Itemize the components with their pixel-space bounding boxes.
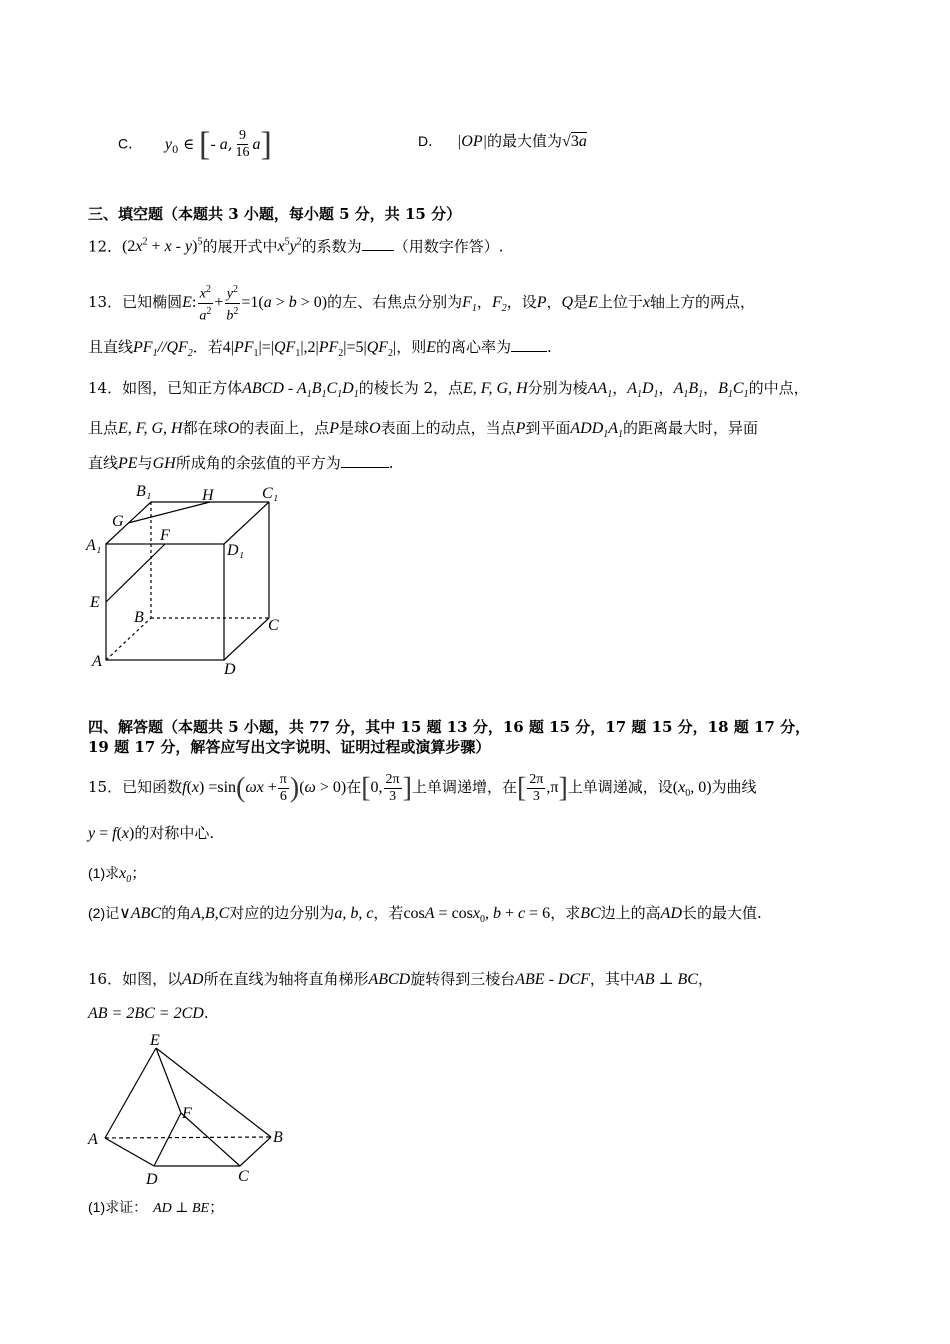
q13-e: E <box>588 293 598 311</box>
q13-l2-text1: 且直线 <box>88 338 134 356</box>
q15-p2-label: (2)记 <box>88 905 120 921</box>
q14-l2-text5: 表面上的动点，当点 <box>380 419 516 437</box>
q14-line2 <box>88 417 758 446</box>
q16-text1: 如图，以 <box>122 970 183 988</box>
q15-p2-text6: 长的最大值. <box>682 904 762 922</box>
q15-p1-end: ； <box>131 864 147 882</box>
cube-figure <box>84 480 294 680</box>
q12-num: 12． <box>88 237 123 256</box>
label-f: F <box>182 1105 192 1122</box>
frustum-figure <box>84 1028 294 1193</box>
q14-points: E, F, G, H <box>463 380 528 397</box>
label-e: E <box>150 1032 160 1049</box>
q14-l2-o2: O <box>369 420 381 437</box>
label-c1: C₁ <box>262 485 279 502</box>
q16-text2: 所在直线为轴将直角梯形 <box>203 970 369 988</box>
symmetry-point: ($x_0$, 0) <box>672 779 712 800</box>
q14-l2-text3: 的表面上，点 <box>239 419 330 437</box>
q16-line1 <box>88 968 713 991</box>
q14-sep3: ， <box>703 379 719 397</box>
edge-b1c1: $B_1C_1$ <box>718 380 749 401</box>
q16-p1-label: (1)求证： <box>88 1199 148 1215</box>
option-d-text: 的最大值为 <box>487 132 563 150</box>
q15-p2-bc: BC <box>580 905 601 922</box>
q14-l2-text1: 且点 <box>88 419 119 437</box>
q12-answer-blank[interactable] <box>362 236 394 251</box>
sqrt3a: √3a <box>562 133 587 150</box>
segment-ef <box>106 544 165 602</box>
label-h: H <box>202 487 214 504</box>
label-a: A <box>88 1131 98 1148</box>
edge-cb <box>240 1137 271 1166</box>
q15-p2-condition: cosA = cosx$_0$, b + c = 6 <box>403 905 551 926</box>
curve-eq: y = f(x) <box>88 825 135 842</box>
q14-text4: 的中点， <box>748 379 809 397</box>
q14-line1 <box>88 377 809 406</box>
q14-l3-gh: GH <box>152 455 176 472</box>
q13-text4: 是 <box>573 292 589 311</box>
q16-frustum: ABE - DCF <box>515 971 590 988</box>
cube-name: ABCD - $A_1B_1C_1D_1$ <box>242 380 359 401</box>
q14-l2-p2: P <box>515 420 526 437</box>
q14-sep2: ， <box>658 379 674 397</box>
q12 <box>88 232 503 258</box>
label-a1: A₁ <box>86 537 102 554</box>
q14-l2-text7: 的距离最大时，异面 <box>623 419 759 437</box>
label-b: B <box>273 1129 283 1146</box>
interval-1: [0, $\frac{2\pi}{3}$ ] <box>361 772 412 804</box>
section-3-title: 三、填空题（本题共 3 小题，每小题 5 分，共 15 分） <box>88 205 462 223</box>
q13-num: 13． <box>88 292 123 311</box>
label-d: D <box>146 1171 158 1188</box>
q13-l2-text2: ．若 <box>192 338 223 356</box>
q13-answer-blank[interactable] <box>511 337 547 352</box>
q13-text3: ，设 <box>506 292 537 311</box>
q12-expr: $(2x^2 + x - y)^5$ <box>122 237 203 256</box>
label-d1: D₁ <box>227 542 245 559</box>
label-b: B <box>134 609 144 626</box>
q12-text2: 的系数为 <box>301 237 362 256</box>
parallel-lines: $PF_1//QF_2$ <box>133 339 193 360</box>
q13-line1: 13．已知椭圆E: $\frac{x^2}{a^2}$ + $\frac{y^2}{b^2}$ =1(a > b > 0)的左、右焦点分别为$F_1$，$F_2$，设P，Q是E上位于x轴上方的两点， <box>88 284 756 324</box>
op-abs: |OP| <box>456 133 488 150</box>
option-c <box>118 125 272 163</box>
q16-l2-expr: AB = 2BC = 2CD <box>88 1005 204 1022</box>
q15-p2-angles: A,B,C <box>191 905 230 922</box>
edge-ae <box>105 1048 156 1138</box>
label-d: D <box>224 661 236 678</box>
q13-x: x <box>642 293 651 311</box>
q14-sep1: ， <box>612 379 628 397</box>
option-c-label: C． <box>118 135 143 152</box>
q13-l2-e: E <box>426 339 437 356</box>
plane-add1a1: $ADD_1A_1$ <box>570 420 624 441</box>
focal-ratios: $4|PF_1|=|QF_1|,2|PF_2|=5|QF_2|$ <box>222 339 397 360</box>
option-d <box>418 130 587 153</box>
q15-part2 <box>88 902 762 931</box>
q12-text3: （用数字作答）. <box>393 237 504 256</box>
q13-line2 <box>88 336 552 365</box>
label-e: E <box>90 594 100 611</box>
q15-text2: 在 <box>346 778 362 797</box>
q15-text3: 上单调递增，在 <box>411 778 517 797</box>
q15-p2-text3: ，若 <box>373 904 404 922</box>
q16-abcd: ABCD <box>368 971 411 988</box>
q15-text4: 上单调递减，设 <box>567 778 673 797</box>
q16-part1 <box>88 1196 224 1220</box>
q16-l2-end: . <box>203 1004 209 1022</box>
q15-p2-triangle: ∨ABC <box>119 905 162 922</box>
label-c: C <box>238 1168 249 1185</box>
q16-text5: ， <box>697 970 713 988</box>
label-g: G <box>112 513 124 530</box>
q15-p2-sides: a, b, c <box>334 905 374 922</box>
label-f: F <box>160 527 170 544</box>
q14-num: 14． <box>88 379 123 397</box>
q15-p1-x0: $x_0$ <box>119 865 132 886</box>
q14-l2-text6: 到平面 <box>525 419 571 437</box>
edge-fd <box>154 1113 181 1166</box>
q14-l3-pe: PE <box>118 455 138 472</box>
section-4-title-line1: 四、解答题（本题共 5 小题，共 77 分，其中 15 题 13 分，16 题 15 分，17 题 15 分，18 题 17 分， <box>88 718 811 736</box>
cube-edge-d1c1 <box>224 502 269 544</box>
q14-l2-p: P <box>329 420 339 437</box>
q14-text1: 如图，已知正方体 <box>122 379 243 397</box>
q12-term: $x^5y^2$ <box>277 237 302 256</box>
q14-l3-end: . <box>388 454 394 472</box>
foci: $F_1$ <box>462 293 477 315</box>
q14-l3-text3: 所成角的余弦值的平方为 <box>175 454 341 472</box>
q14-l2-o: O <box>227 420 240 437</box>
q16-text3: 旋转得到三棱台 <box>410 970 516 988</box>
interval-2: [ $\frac{2\pi}{3}$ ,π] <box>516 772 568 804</box>
q16-p1-expr: AD ⊥ BE <box>153 1201 210 1216</box>
q15-line1 <box>88 772 757 805</box>
q15-p2-ad: AD <box>660 905 682 922</box>
cube-edge-dc <box>224 618 269 660</box>
label-b1: B₁ <box>136 483 152 500</box>
q13-text5: 上位于 <box>597 292 643 311</box>
q12-text1: 的展开式中 <box>202 237 278 256</box>
q14-l2-text4: 是球 <box>338 419 369 437</box>
q15-part1 <box>88 862 146 891</box>
q16-text4: ，其中 <box>589 970 635 988</box>
q16-p1-end: ； <box>209 1198 225 1216</box>
q15-p2-text4: ，求 <box>550 904 581 922</box>
edge-ad <box>105 1138 154 1166</box>
q16-num: 16． <box>88 970 123 988</box>
q16-perp: AB ⊥ BC <box>634 971 698 988</box>
q15-line2 <box>88 822 214 845</box>
option-c-expr: $y_0$ ∈ [- a, $\frac{9}{16}$ a] <box>164 125 272 163</box>
ellipse-equation: E: $\frac{x^2}{a^2}$ + $\frac{y^2}{b^2}$ =1(a > b > 0) <box>182 284 328 324</box>
q14-l3-text2: 与 <box>137 454 153 472</box>
label-a: A <box>92 653 102 670</box>
q15-num: 15． <box>88 778 123 797</box>
q14-l2-text2: 都在球 <box>182 419 228 437</box>
q15-p2-text2: 对应的边分别为 <box>229 904 335 922</box>
q14-line3 <box>88 452 393 475</box>
q13-text1: 已知椭圆 <box>122 292 183 311</box>
q13-l2-end: . <box>547 338 552 356</box>
function-def: f(x) =sin(ωx + $\frac{\pi}{6}$ )(ω > 0) <box>182 772 347 804</box>
edge-a1b1: $A_1B_1$ <box>673 380 704 401</box>
q16-ad: AD <box>182 971 204 988</box>
q15-l2-text: 的对称中心. <box>134 824 215 842</box>
q14-text3: 分别为棱 <box>527 379 588 397</box>
q13-text6: 轴上方的两点， <box>650 292 756 311</box>
q14-l2-points: E, F, G, H <box>118 420 183 437</box>
q14-text2: 的棱长为 2，点 <box>358 379 464 397</box>
section-4-title-line2: 19 题 17 分，解答应写出文字说明、证明过程或演算步骤） <box>88 738 491 756</box>
edge-aa1: $AA_1$ <box>587 380 613 401</box>
q13-l2-text4: 的离心率为 <box>436 338 512 356</box>
q15-p2-text5: 边上的高 <box>600 904 661 922</box>
q13-l2-text3: ，则 <box>396 338 427 356</box>
q15-p1-label: (1)求 <box>88 865 120 881</box>
q13-text2: 的左、右焦点分别为 <box>327 292 463 311</box>
cube-edge-ab-hidden <box>106 618 151 660</box>
q16-line2 <box>88 1002 209 1025</box>
edge-a1d1: $A_1D_1$ <box>627 380 659 401</box>
q15-text5: 为曲线 <box>711 778 757 797</box>
q14-answer-blank[interactable] <box>341 453 389 468</box>
cube-front-face <box>106 544 224 660</box>
q14-l3-text1: 直线 <box>88 454 119 472</box>
edge-ab-hidden <box>105 1137 271 1138</box>
q15-p2-text1: 的角 <box>161 904 192 922</box>
label-c: C <box>268 617 279 634</box>
option-d-label: D． <box>418 133 443 149</box>
q15-text1: 已知函数 <box>122 778 183 797</box>
